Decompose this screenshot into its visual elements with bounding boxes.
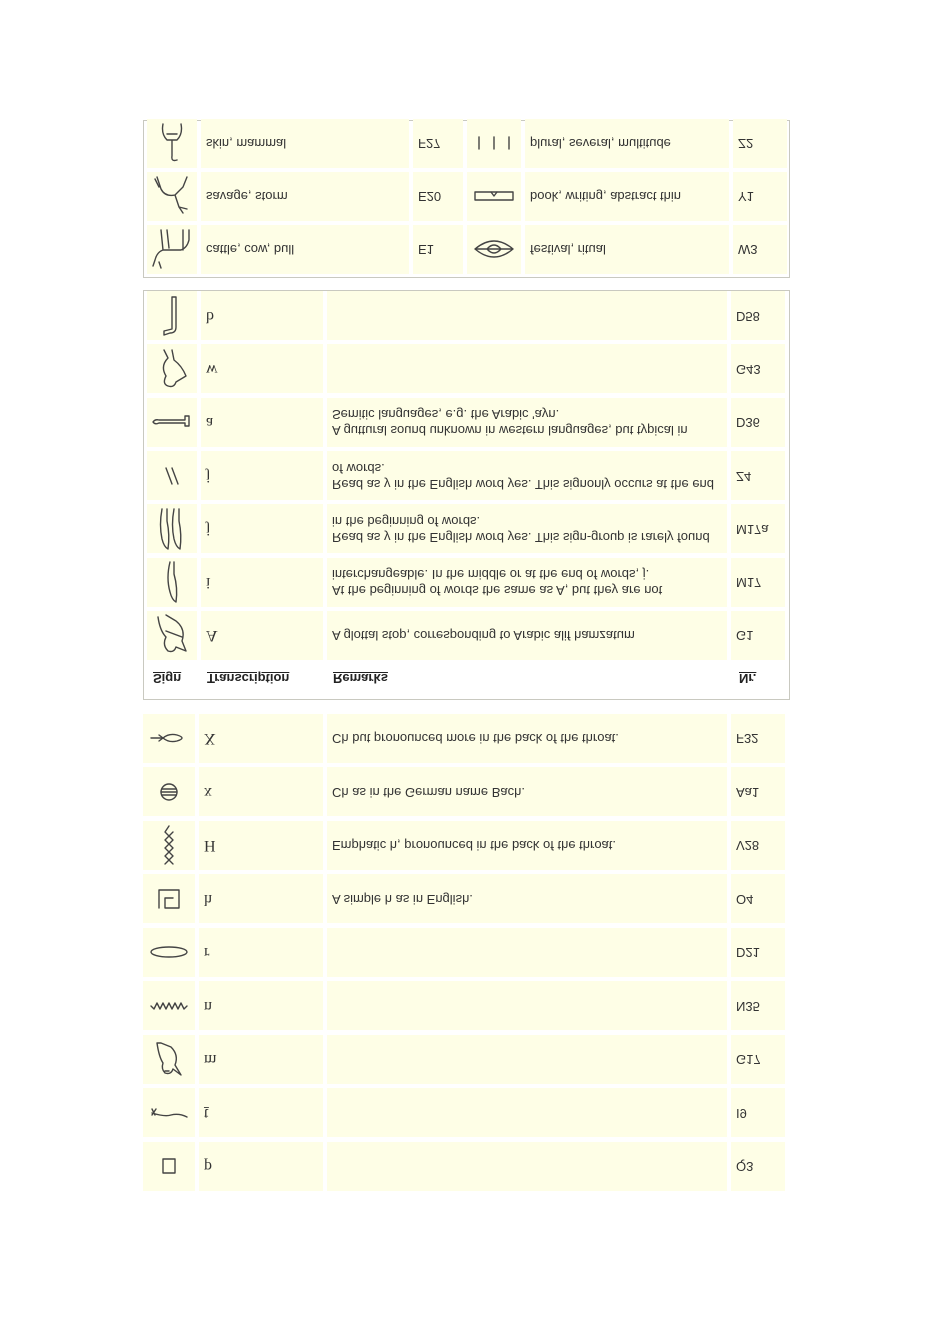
transcription-cell — [199, 768, 323, 817]
remark-cell — [327, 558, 727, 607]
remark: Emphatic h, pronounced in the back of the throat. — [332, 838, 617, 854]
remark-cell — [327, 768, 727, 817]
remark-cell — [327, 875, 727, 924]
sign-cell — [147, 611, 197, 660]
sign-cell — [147, 119, 197, 168]
transcription: i — [206, 574, 211, 592]
nr-cell — [731, 1089, 785, 1138]
meaning: book, writing, abstract thin — [530, 189, 682, 205]
remark: Ch but pronounced more in the back of the throat. — [332, 731, 619, 747]
placenta-icon — [159, 782, 179, 802]
reed-leaf-icon — [164, 560, 180, 604]
gardiner-number: G17 — [736, 1052, 761, 1068]
meaning-cell — [201, 172, 409, 221]
gardiner-number: Y1 — [738, 189, 754, 205]
gardiner-number: Aa1 — [736, 785, 760, 800]
transcription: p — [204, 1158, 212, 1176]
remark-cell — [327, 611, 727, 660]
transcription: A — [206, 627, 218, 645]
animal-belly-icon — [149, 732, 189, 746]
transcription: n — [204, 998, 212, 1015]
gardiner-number: G1 — [736, 628, 754, 644]
sign-cell — [143, 1142, 195, 1191]
forearm-icon — [151, 414, 193, 430]
sign-cell — [147, 291, 197, 340]
header-sign: Sign — [153, 671, 182, 686]
gardiner-number: E20 — [418, 189, 442, 205]
alphabet-table-part1 — [143, 713, 789, 1191]
remark: At the beginning of words the same as A, but they are not interchangeable. In the middle or at the end of words, j. — [332, 567, 663, 599]
quail-chick-icon — [154, 348, 190, 390]
transcription: h — [204, 891, 212, 908]
gardiner-number: N35 — [736, 999, 760, 1014]
transcription: r — [204, 944, 210, 962]
transcription-cell — [201, 558, 323, 607]
tethering-rope-icon — [149, 1105, 189, 1121]
sign-cell — [143, 768, 195, 817]
nr-cell — [731, 875, 785, 924]
transcription-cell — [199, 928, 323, 977]
nr-cell — [731, 1035, 785, 1084]
seth-animal-icon — [151, 176, 193, 218]
remark-cell — [327, 504, 727, 553]
nr-cell — [731, 504, 785, 553]
transcription: H — [204, 837, 216, 855]
transcription-cell — [199, 982, 323, 1031]
remark-cell — [327, 451, 727, 500]
transcription: ṯ — [204, 1105, 209, 1122]
double-reed-icon — [158, 507, 186, 551]
remark: A glottal stop, corresponding to Arabic alif hamzatum — [332, 628, 635, 644]
cattle-icon — [151, 229, 193, 271]
sign-cell — [147, 558, 197, 607]
remark-cell — [327, 928, 727, 977]
meaning-cell — [201, 225, 409, 274]
meaning: festival, ritual — [530, 242, 606, 258]
gardiner-number: V28 — [736, 838, 760, 854]
transcription-cell — [201, 345, 323, 394]
remark-cell — [327, 398, 727, 447]
transcription-cell — [201, 611, 323, 660]
meaning: skin, mammal — [206, 136, 287, 152]
twisted-wick-icon — [162, 825, 176, 867]
bowl-festival-icon — [473, 238, 515, 262]
nr-cell — [733, 119, 787, 168]
transcription: w — [206, 361, 218, 378]
remark-cell — [327, 345, 727, 394]
sign-cell — [143, 1089, 195, 1138]
transcription: X — [204, 730, 216, 748]
meaning: plural, several, multitude — [530, 136, 671, 152]
remark: Read as y in the English word yes. This sign-group is rarely found in the beginning of words. — [332, 513, 710, 545]
transcription-cell — [201, 398, 323, 447]
gardiner-number: G43 — [736, 362, 761, 377]
nr-cell — [731, 398, 785, 447]
meaning-cell — [525, 225, 729, 274]
sign-cell — [143, 928, 195, 977]
transcription: x — [204, 784, 212, 801]
gardiner-number: D58 — [736, 308, 760, 324]
foot-icon — [162, 295, 182, 337]
nr-cell — [413, 225, 463, 274]
alphabet-table-part2 — [143, 290, 789, 700]
transcription-cell — [199, 1035, 323, 1084]
nr-cell — [731, 1142, 785, 1191]
header-transcription: Transcription — [207, 671, 290, 686]
gardiner-number: D21 — [736, 945, 760, 961]
papyrus-roll-icon — [473, 190, 515, 204]
gardiner-number: O4 — [736, 892, 754, 907]
gardiner-number: F27 — [418, 136, 441, 152]
three-strokes-icon — [473, 136, 515, 152]
sign-cell — [143, 875, 195, 924]
gardiner-number: D36 — [736, 415, 760, 431]
nr-cell — [733, 172, 787, 221]
transcription-cell — [199, 1142, 323, 1191]
oblique-strokes-icon — [162, 466, 182, 486]
remark-cell — [327, 1142, 727, 1191]
gardiner-number: M17a — [736, 521, 769, 537]
nr-cell — [731, 982, 785, 1031]
gardiner-number: M17 — [736, 575, 762, 591]
remark: A simple h as in English. — [332, 892, 473, 907]
sign-cell — [143, 982, 195, 1031]
sign-cell — [143, 821, 195, 870]
transcription: b — [206, 307, 214, 325]
sign-cell — [147, 172, 197, 221]
sign-cell — [467, 225, 521, 274]
sign-cell — [147, 225, 197, 274]
meaning: savage, storm — [206, 189, 288, 205]
nr-cell — [731, 821, 785, 870]
header-nr: Nr. — [739, 671, 757, 686]
remark-cell — [327, 821, 727, 870]
nr-cell — [731, 611, 785, 660]
stool-icon — [161, 1158, 177, 1176]
meaning: cattle, cow, bull — [206, 242, 295, 258]
transcription: j — [206, 520, 211, 538]
remark: A guttural sound unknown in western languages, but typical in Semitic languages, e.g. the Arabic 'ayn. — [332, 407, 688, 439]
transcription: a — [206, 414, 214, 432]
nr-cell — [413, 172, 463, 221]
remark-cell — [327, 714, 727, 763]
transcription-cell — [199, 1089, 323, 1138]
remark-cell — [327, 291, 727, 340]
nr-cell — [731, 291, 785, 340]
transcription-cell — [199, 714, 323, 763]
mouth-icon — [149, 946, 189, 960]
sign-cell — [143, 1035, 195, 1084]
remark-cell — [327, 1035, 727, 1084]
remark-cell — [327, 982, 727, 1031]
gardiner-number: Q3 — [736, 1159, 754, 1175]
nr-cell — [731, 345, 785, 394]
transcription-cell — [199, 821, 323, 870]
sign-cell — [147, 345, 197, 394]
nr-cell — [731, 928, 785, 977]
gardiner-number: Z4 — [736, 468, 752, 484]
transcription: m — [204, 1051, 217, 1069]
meaning-cell — [525, 172, 729, 221]
meaning-cell — [525, 119, 729, 168]
remark: Ch as in the German name Bach. — [332, 785, 525, 800]
gardiner-number: F32 — [736, 731, 759, 747]
nr-cell — [733, 225, 787, 274]
owl-icon — [149, 1040, 189, 1080]
nr-cell — [731, 768, 785, 817]
transcription-cell — [199, 875, 323, 924]
transcription: j — [206, 467, 211, 485]
nr-cell — [731, 558, 785, 607]
gardiner-number: E1 — [418, 242, 434, 258]
gardiner-number: Z2 — [738, 136, 754, 152]
transcription-cell — [201, 504, 323, 553]
vulture-icon — [152, 614, 192, 658]
gardiner-number: W3 — [738, 242, 758, 258]
sign-cell — [147, 504, 197, 553]
remark: Read as y in the English word yes. This signonly occurs at the end of words. — [332, 460, 715, 492]
water-ripple-icon — [149, 1001, 189, 1011]
nr-cell — [731, 451, 785, 500]
nr-cell — [731, 714, 785, 763]
transcription-cell — [201, 291, 323, 340]
sign-cell — [147, 398, 197, 447]
remark-cell — [327, 1089, 727, 1138]
meaning-cell — [201, 119, 409, 168]
sign-cell — [143, 714, 195, 763]
hide-tail-icon — [157, 123, 187, 165]
gardiner-number: I9 — [736, 1106, 747, 1121]
sign-cell — [147, 451, 197, 500]
sign-cell — [467, 172, 521, 221]
sign-cell — [467, 119, 521, 168]
header-remarks: Remarks — [333, 671, 388, 686]
reed-shelter-icon — [157, 888, 181, 910]
nr-cell — [413, 119, 463, 168]
transcription-cell — [201, 451, 323, 500]
determinatives-table — [143, 120, 789, 278]
